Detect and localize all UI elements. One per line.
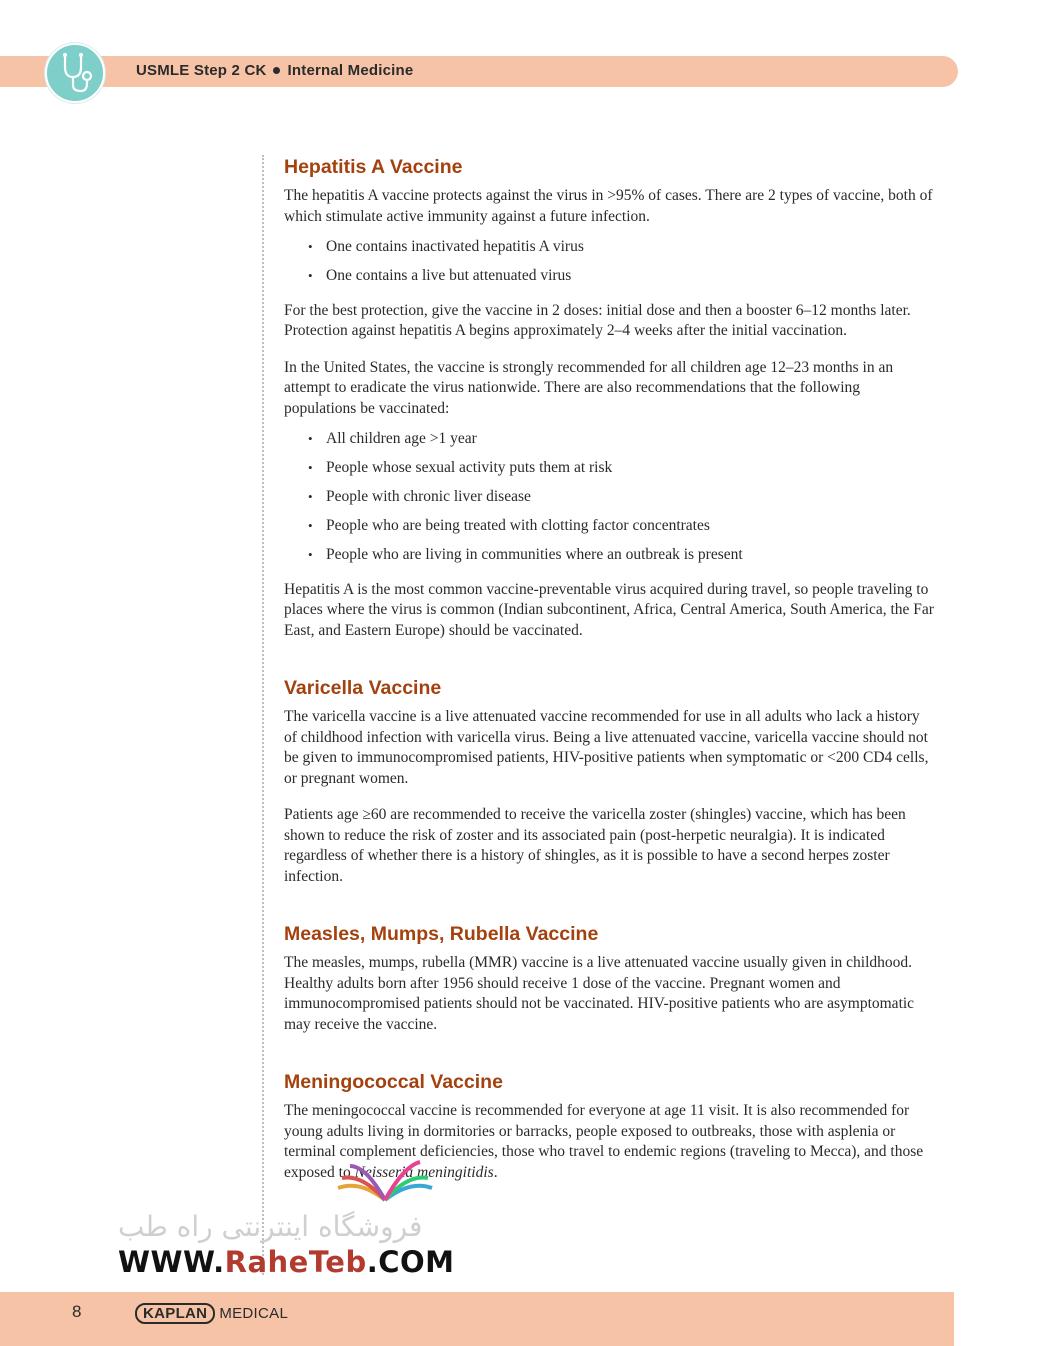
paragraph-text: The meningococcal vaccine is recommended for everyone at age 11 visit. It is also recommended for young adults living in dormitories or barracks, people exposed to outbreaks, those with asplenia or terminal complement deficiencies, those who travel to endemic regions (traveling to Mecca), and those exposed to: [284, 1102, 924, 1181]
bullet-list: [304, 237, 934, 287]
url-suffix: .COM: [366, 1245, 455, 1279]
section-hepatitis-a: [284, 154, 934, 641]
list-item: • All children age >1 year: [304, 429, 934, 450]
book-title: USMLE Step 2 CK: [136, 62, 267, 79]
section-title: Measles, Mumps, Rubella Vaccine: [284, 923, 599, 945]
paragraph: The hepatitis A vaccine protects against the virus in >95% of cases. There are 2 types of vaccine, both of which stimulate active immunity against a future infection.: [284, 187, 933, 225]
bullet-list: [304, 429, 934, 566]
url-brand: RaheTeb: [224, 1245, 367, 1279]
paragraph: Hepatitis A is the most common vaccine-preventable virus acquired during travel, so people traveling to places where the virus is common (Indian subcontinent, Africa, Central America, South America, the Far East, and Eastern Europe) should be vaccinated.: [284, 580, 934, 639]
open-book-logo-icon: [330, 1150, 440, 1215]
section-varicella: [284, 675, 934, 887]
dotted-margin-rule: [262, 155, 264, 1275]
section-title: Varicella Vaccine: [284, 677, 442, 699]
kaplan-mark: KAPLAN: [135, 1303, 215, 1324]
section-title: Hepatitis A Vaccine: [284, 156, 463, 178]
list-item: • People who are being treated with clotting factor concentrates: [304, 516, 934, 537]
publisher-logo: [135, 1303, 288, 1324]
watermark-url: [118, 1245, 455, 1279]
list-item: • One contains inactivated hepatitis A virus: [304, 237, 934, 258]
paragraph: In the United States, the vaccine is strongly recommended for all children age 12–23 months in an attempt to eradicate the virus nationwide. There are also recommendations that the following populations be vaccinated:: [284, 358, 894, 417]
publisher-label: MEDICAL: [219, 1305, 289, 1322]
chapter-title: Internal Medicine: [287, 62, 414, 79]
page-number: 8: [72, 1302, 82, 1321]
main-content: [284, 154, 934, 1217]
url-prefix: WWW.: [118, 1245, 225, 1279]
running-header: [136, 62, 413, 79]
watermark-store-name: فروشگاه اینترنتی راه طب: [118, 1210, 423, 1243]
list-item: • People with chronic liver disease: [304, 487, 934, 508]
list-item: • One contains a live but attenuated virus: [304, 266, 934, 287]
organism-name: Neisseria meningitidis: [354, 1163, 494, 1181]
separator-dot: [273, 67, 280, 74]
paragraph-end: .: [493, 1163, 498, 1181]
list-item: • People who are living in communities where an outbreak is present: [304, 545, 934, 566]
stethoscope-icon: [45, 43, 105, 103]
paragraph: Patients age ≥60 are recommended to receive the varicella zoster (shingles) vaccine, which has been shown to reduce the risk of zoster and its associated pain (post-herpetic neuralgia). It is indicated regardless of whether there is a history of shingles, as it is possible to have a second herpes zoster infection.: [284, 806, 906, 885]
paragraph: The varicella vaccine is a live attenuated vaccine recommended for use in all adults who lack a history of childhood infection with varicella virus. Being a live attenuated vaccine, varicella vaccine should not be given to immunocompromised patients, HIV-positive patients when symptomatic or <200 CD4 cells, or pregnant women.: [284, 708, 929, 787]
list-item: • People whose sexual activity puts them at risk: [304, 458, 934, 479]
section-title: Meningococcal Vaccine: [284, 1071, 503, 1093]
paragraph: The measles, mumps, rubella (MMR) vaccine is a live attenuated vaccine usually given in childhood. Healthy adults born after 1956 should receive 1 dose of the vaccine. Pregnant women and immunocompromised patients should not be vaccinated. HIV-positive patients who are asymptomatic may receive the vaccine.: [284, 954, 915, 1033]
section-mmr: [284, 921, 934, 1035]
paragraph: For the best protection, give the vaccine in 2 doses: initial dose and then a booster 6–12 months later. Protection against hepatitis A begins approximately 2–4 weeks after the initial vaccination.: [284, 301, 911, 339]
